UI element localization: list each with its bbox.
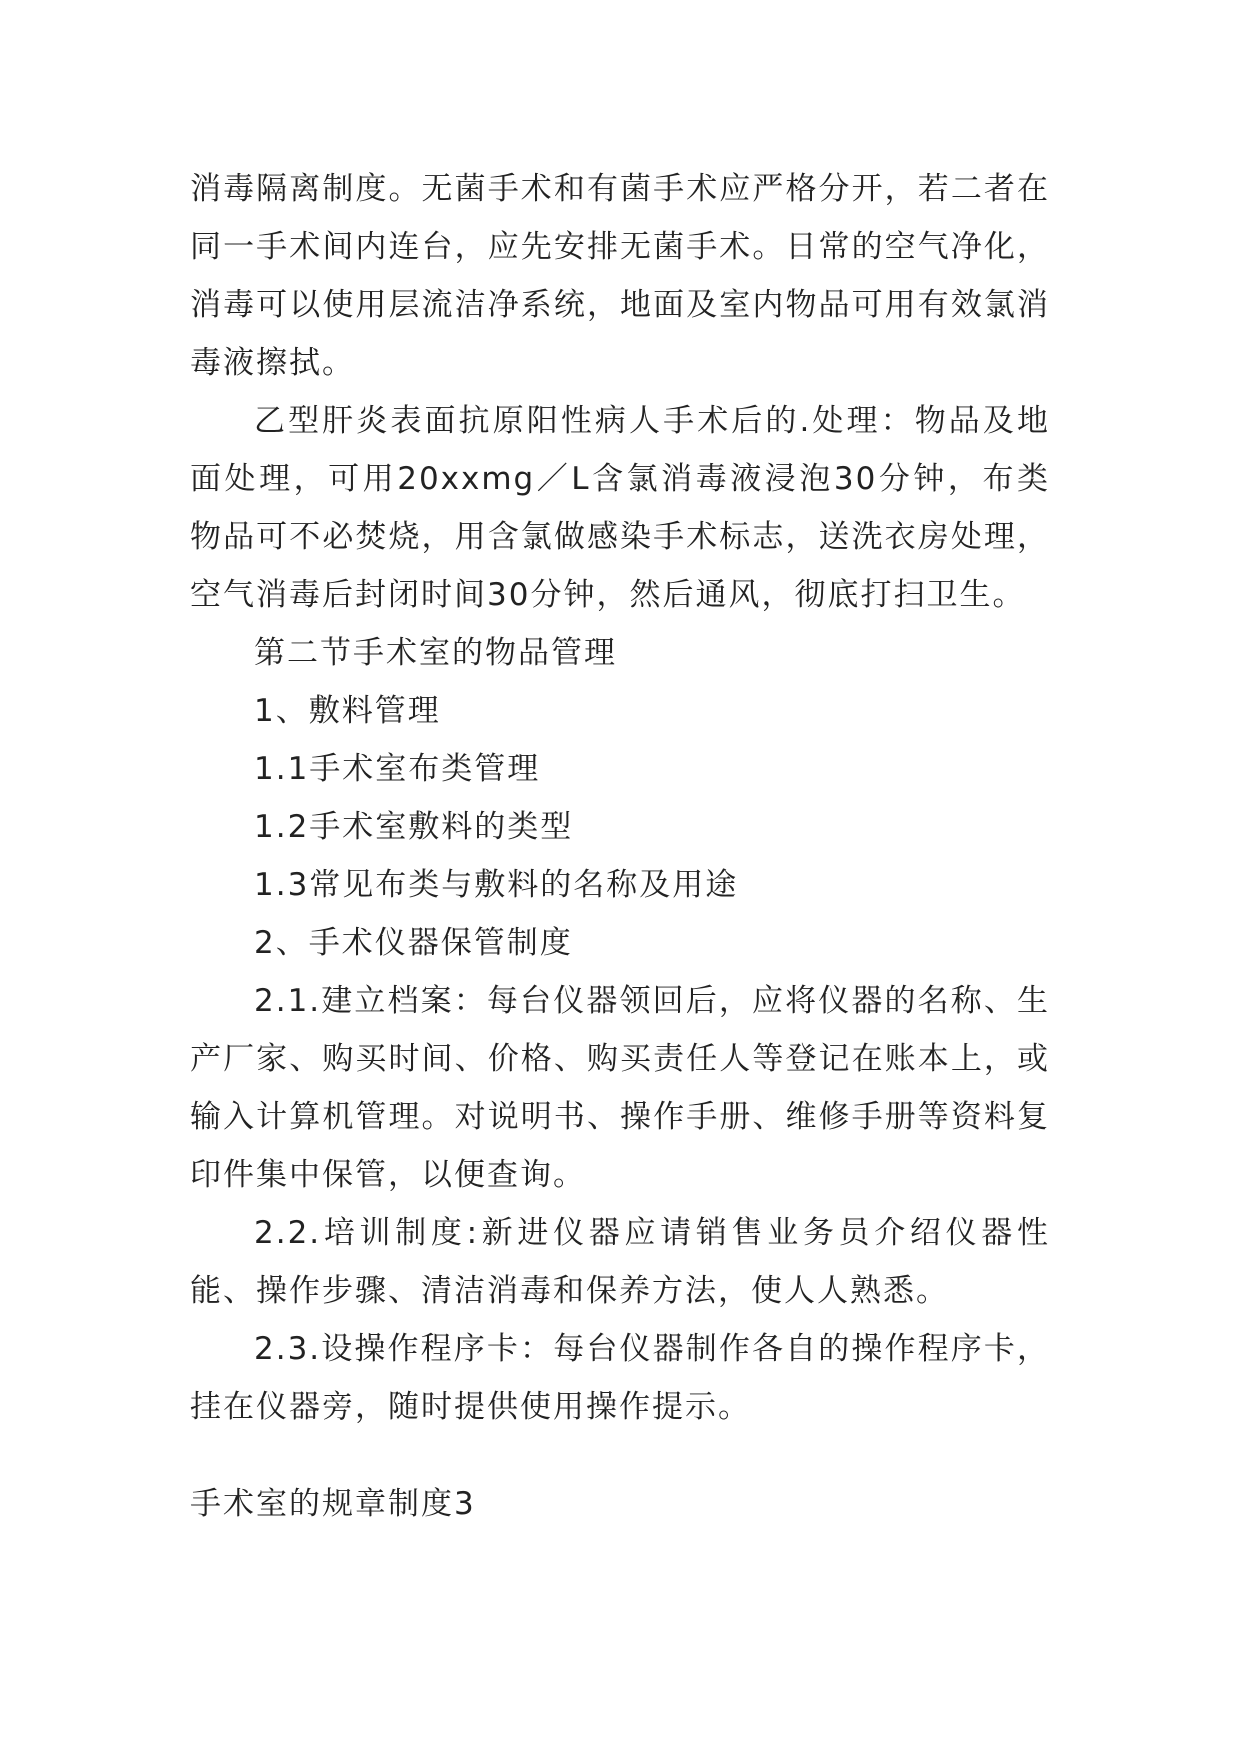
paragraph-operation-cards: 2.3.设操作程序卡：每台仪器制作各自的操作程序卡，挂在仪器旁，随时提供使用操作提示。 <box>190 1331 1050 1425</box>
section-title: 手术室的规章制度3 <box>190 1486 476 1522</box>
heading-dressing-types: 1.2手术室敷料的类型 <box>254 809 574 845</box>
heading-cloth-names-uses: 1.3常见布类与敷料的名称及用途 <box>254 867 739 903</box>
heading-section-2-item-management: 第二节手术室的物品管理 <box>254 635 617 671</box>
document-body <box>190 160 1050 1436</box>
heading-dressing-management: 1、敷料管理 <box>254 693 441 729</box>
paragraph-hepatitis-b-handling: 乙型肝炎表面抗原阳性病人手术后的.处理：物品及地面处理，可用20xxmg／L含氯消毒液浸泡30分钟，布类物品可不必焚烧，用含氯做感染手术标志，送洗衣房处理，空气消毒后封闭时间30分钟，然后通风，彻底打扫卫生。 <box>190 403 1050 613</box>
paragraph-disinfection-isolation: 消毒隔离制度。无菌手术和有菌手术应严格分开，若二者在同一手术间内连台，应先安排无菌手术。日常的空气净化，消毒可以使用层流洁净系统，地面及室内物品可用有效氯消毒液擦拭。 <box>190 171 1050 381</box>
paragraph-establish-records: 2.1.建立档案：每台仪器领回后，应将仪器的名称、生产厂家、购买时间、价格、购买责任人等登记在账本上，或输入计算机管理。对说明书、操作手册、维修手册等资料复印件集中保管，以便查询。 <box>190 983 1050 1193</box>
heading-instrument-custody: 2、手术仪器保管制度 <box>254 925 573 961</box>
heading-cloth-management: 1.1手术室布类管理 <box>254 751 541 787</box>
paragraph-training-system: 2.2.培训制度:新进仪器应请销售业务员介绍仪器性能、操作步骤、清洁消毒和保养方法，使人人熟悉。 <box>190 1215 1050 1309</box>
